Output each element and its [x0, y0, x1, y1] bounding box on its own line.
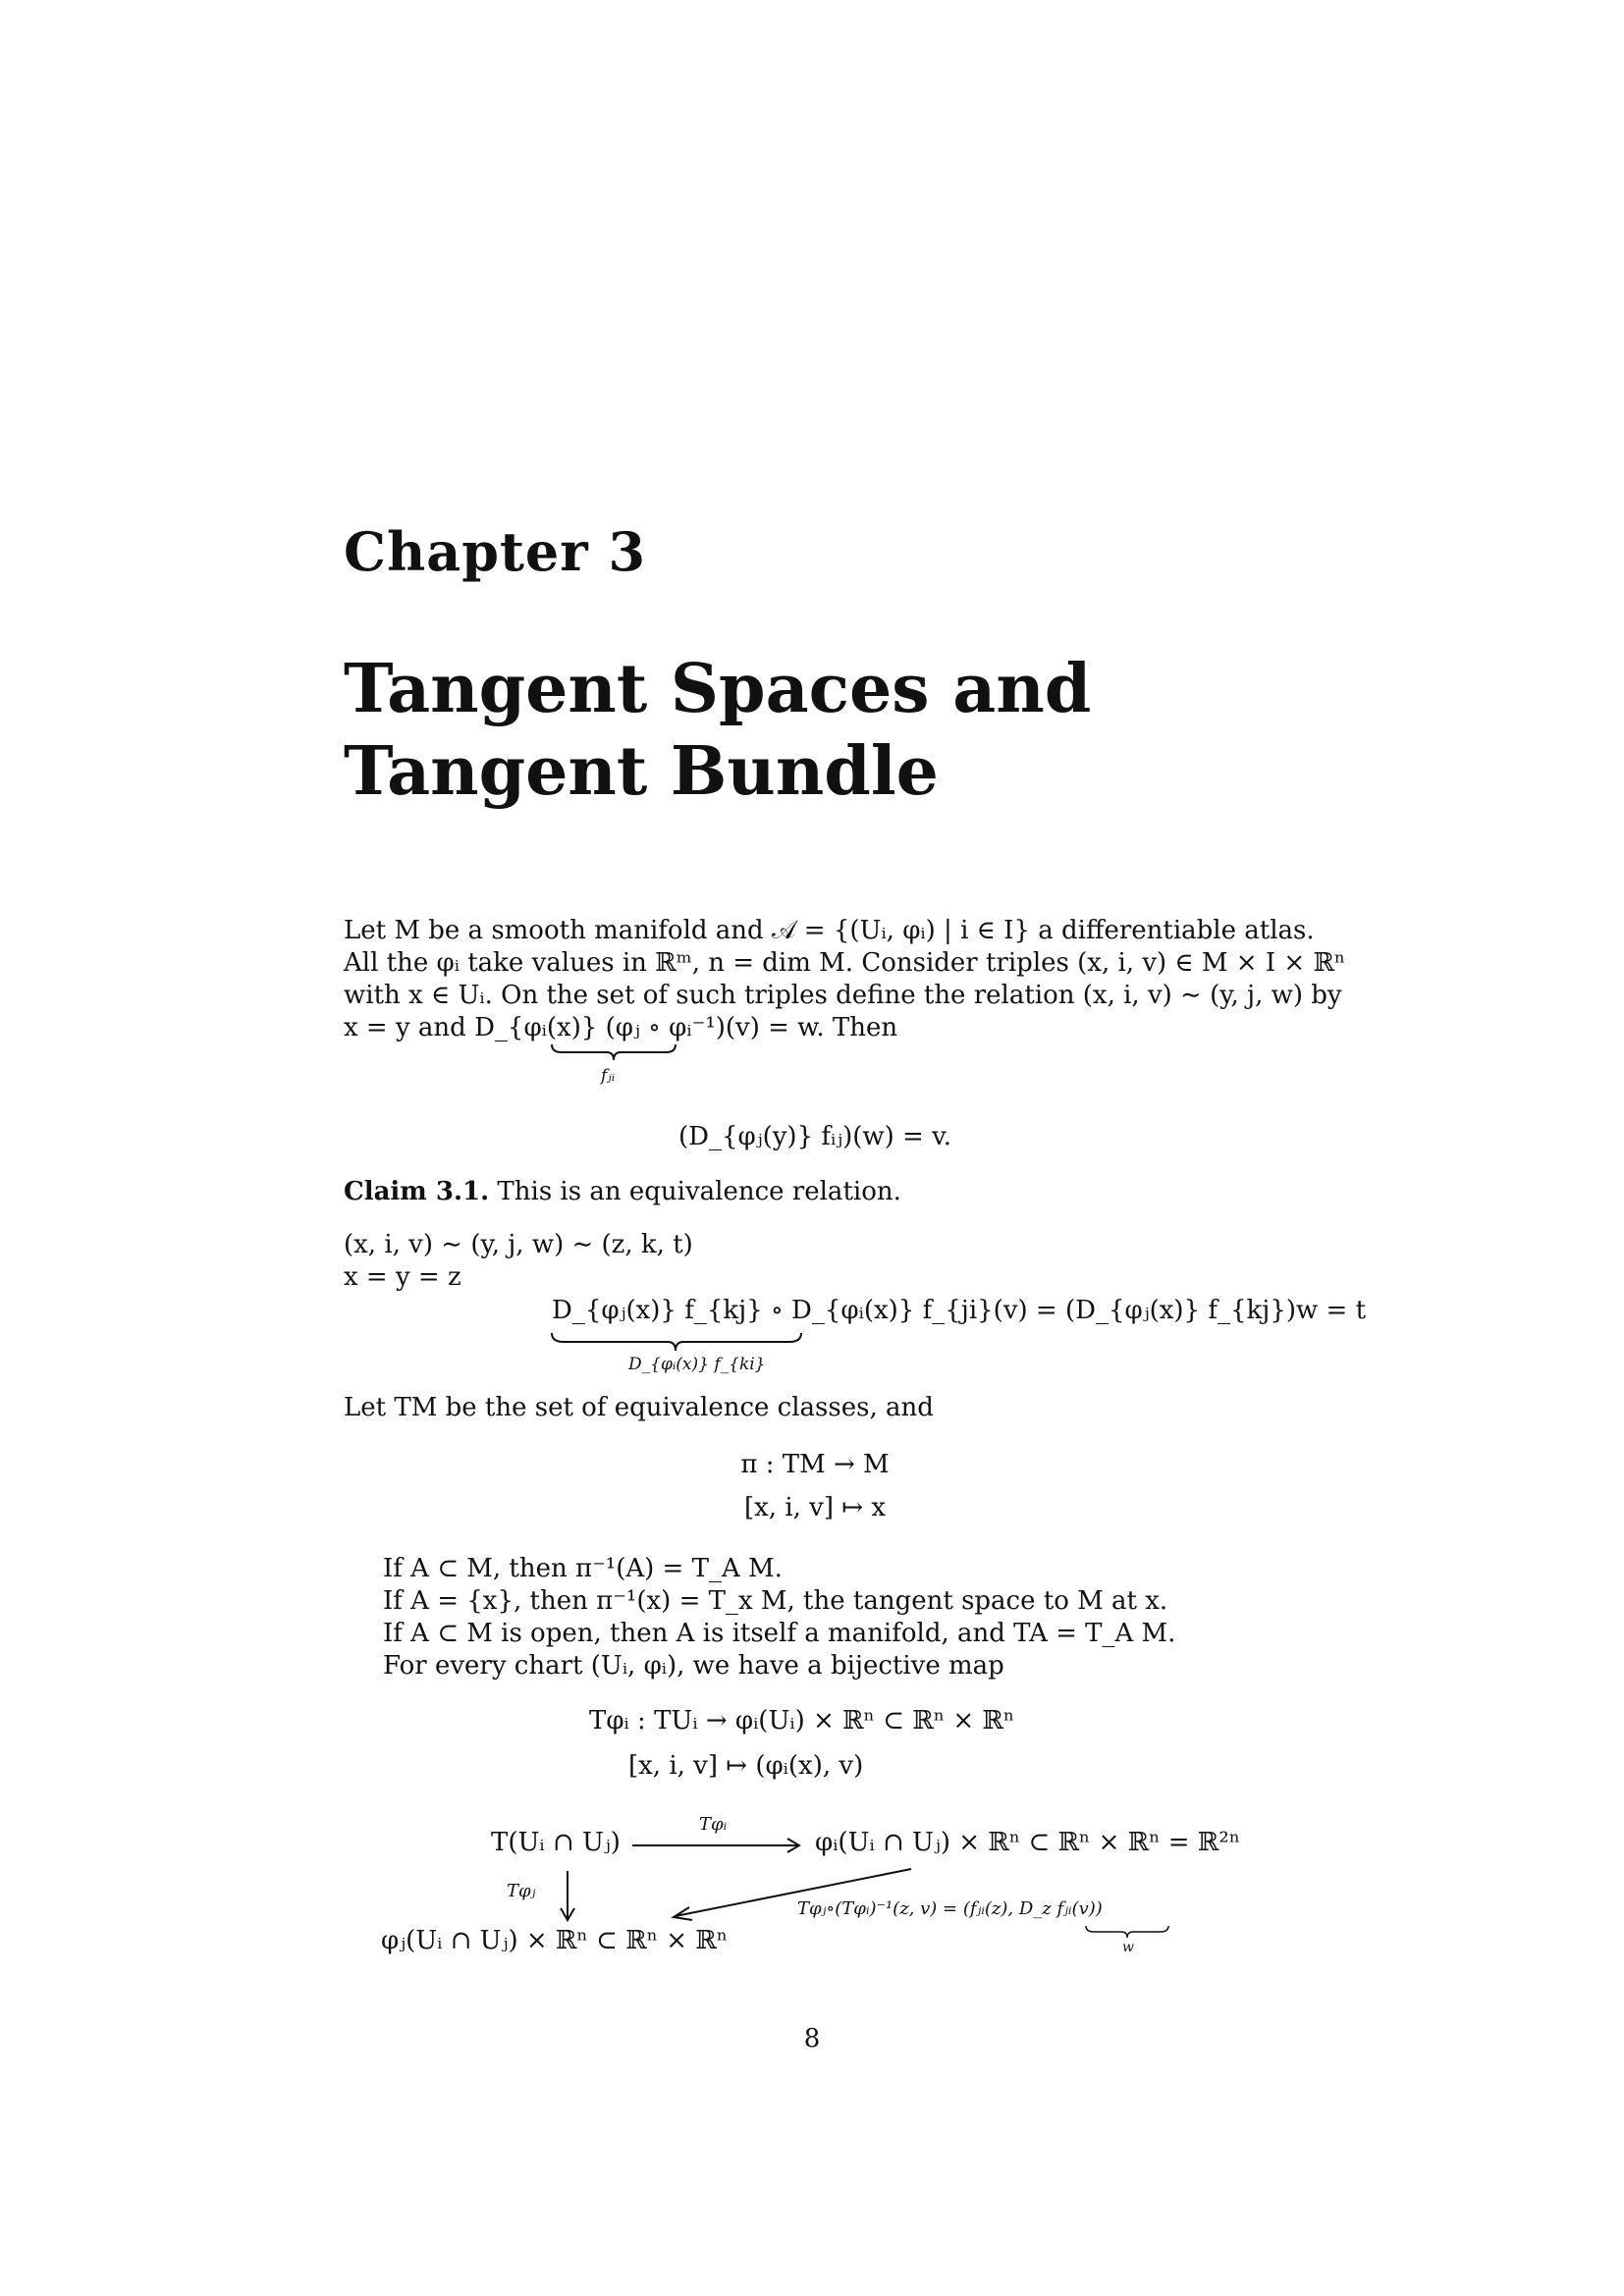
tm-paragraph: [344, 1392, 1286, 1424]
intro-line-2: All the φᵢ take values in ℝᵐ, n = dim M. Consider triples (x, i, v) ∈ M × I × ℝⁿ: [344, 948, 1346, 978]
claim: [344, 1176, 1286, 1208]
projection-line-1: π : TM → M: [740, 1450, 890, 1479]
page-number: 8: [803, 2024, 821, 2054]
intro-line-3: with x ∈ Uᵢ. On the set of such triples define the relation (x, i, v) ∼ (y, j, w) by: [344, 981, 1342, 1010]
intro-underbrace: [550, 1042, 677, 1062]
chart-map-line-2: [x, i, v] ↦ (φᵢ(x), v): [628, 1751, 864, 1781]
intro-paragraph: [344, 915, 1346, 1044]
intro-line-1: Let M be a smooth manifold and 𝒜 = {(Uᵢ, φᵢ) | i ∈ I} a differentiable atlas.: [344, 916, 1315, 945]
diagram-down-arrow: [558, 1869, 577, 1924]
fact-3: If A ⊂ M is open, then A is itself a manifold, and TA = T_A M.: [383, 1619, 1176, 1648]
equation-1: (D_{φⱼ(y)} fᵢⱼ)(w) = v.: [678, 1122, 951, 1151]
chapter-title: [344, 648, 1326, 813]
proof-line-2: x = y = z: [344, 1262, 461, 1292]
diagram-top-arrow: [630, 1836, 807, 1855]
claim-text: This is an equivalence relation.: [497, 1177, 901, 1206]
fact-1: If A ⊂ M, then π⁻¹(A) = T_A M.: [383, 1554, 783, 1583]
diagram-top-right: φᵢ(Uᵢ ∩ Uⱼ) × ℝⁿ ⊂ ℝⁿ × ℝⁿ = ℝ²ⁿ: [815, 1828, 1241, 1857]
chapter-title-line-1: Tangent Spaces and: [344, 650, 1092, 728]
intro-underbrace-label: fⱼᵢ: [601, 1066, 616, 1086]
facts-list: [344, 1553, 1326, 1682]
diagram-top-arrow-label: Tφᵢ: [699, 1814, 728, 1835]
chart-map-line-1: Tφᵢ : TUᵢ → φᵢ(Uᵢ) × ℝⁿ ⊂ ℝⁿ × ℝⁿ: [589, 1706, 1015, 1735]
fact-2: If A = {x}, then π⁻¹(x) = T_x M, the tangent space to M at x.: [383, 1586, 1168, 1616]
proof-line-1: (x, i, v) ∼ (y, j, w) ∼ (z, k, t): [344, 1230, 693, 1259]
fact-4: For every chart (Uᵢ, φᵢ), we have a bijective map: [383, 1651, 1004, 1681]
tm-sentence: Let TM be the set of equivalence classes, and: [344, 1393, 934, 1422]
diagram-down-arrow-label: Tφⱼ: [507, 1881, 536, 1901]
claim-head: Claim 3.1.: [344, 1177, 490, 1206]
proof-underbrace: [550, 1331, 805, 1353]
intro-line-4: x = y and D_{φᵢ(x)} (φⱼ ∘ φᵢ⁻¹)(v) = w. Then: [344, 1013, 898, 1042]
diagram-diagonal-underbrace: [1084, 1924, 1172, 1940]
diagram-diagonal-underbrace-label: w: [1122, 1940, 1134, 1955]
diagram-top-left: T(Uᵢ ∩ Uⱼ): [491, 1828, 621, 1857]
proof-lines: [344, 1229, 1286, 1294]
chapter-label: Chapter 3: [344, 520, 647, 583]
proof-equation: D_{φⱼ(x)} f_{kj} ∘ D_{φᵢ(x)} f_{ji}(v) = (D_{φⱼ(x)} f_{kj})w = t: [552, 1296, 1367, 1325]
diagram-bottom-left: φⱼ(Uᵢ ∩ Uⱼ) × ℝⁿ ⊂ ℝⁿ × ℝⁿ: [381, 1926, 729, 1955]
proof-underbrace-label: D_{φᵢ(x)} f_{ki}: [628, 1355, 766, 1374]
chapter-title-line-2: Tangent Bundle: [344, 732, 939, 811]
projection-line-2: [x, i, v] ↦ x: [744, 1493, 886, 1522]
diagram-diagonal-label: Tφⱼ∘(Tφᵢ)⁻¹(z, v) = (fⱼᵢ(z), D_z fⱼᵢ(v)): [797, 1898, 1103, 1919]
